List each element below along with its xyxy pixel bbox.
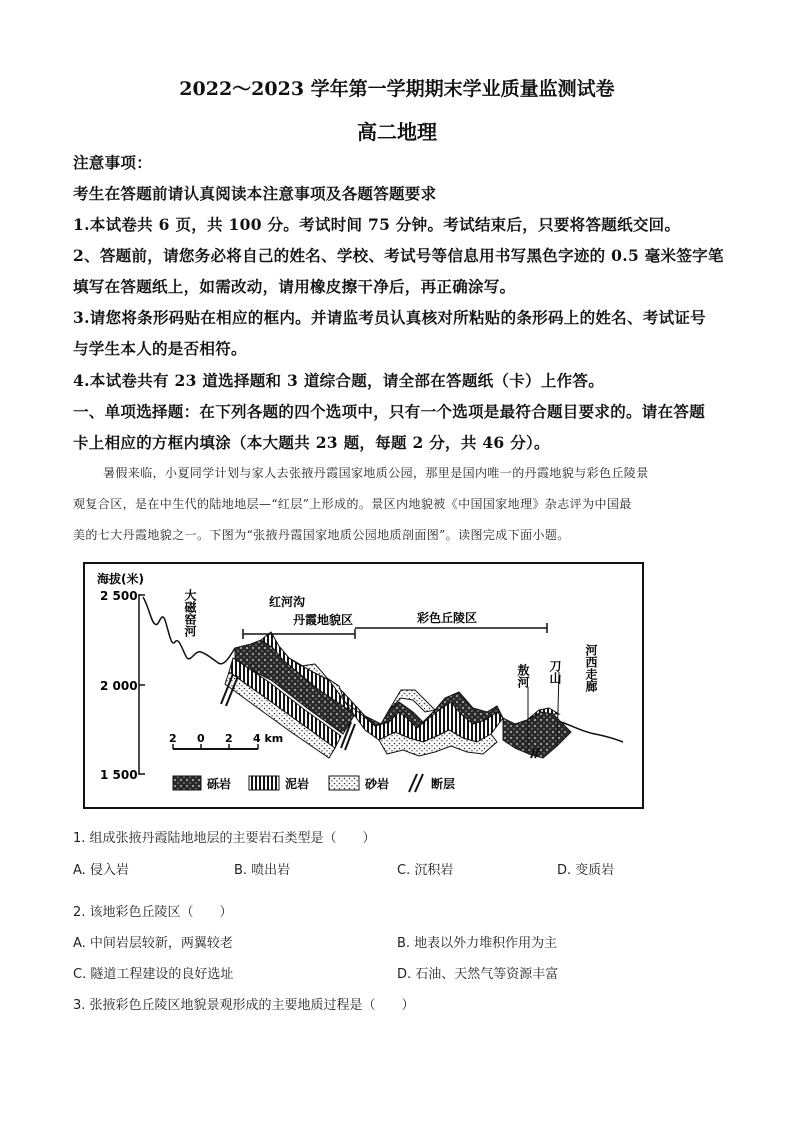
label-daoshan: 刀山 bbox=[548, 660, 562, 684]
legend-swatch-mudstone bbox=[249, 776, 279, 790]
figure-frame bbox=[84, 563, 643, 808]
notice-line: 与学生本人的是否相符。 bbox=[73, 339, 247, 358]
question-2-option-b[interactable]: B. 地表以外力堆积作用为主 bbox=[397, 936, 558, 951]
question-1-option-d[interactable]: D. 变质岩 bbox=[557, 863, 615, 878]
notice-line: 2、答题前，请您务必将自己的姓名、学校、考试号等信息用书写黑色字迹的 0.5 毫米签字笔 bbox=[73, 246, 724, 265]
question-1-option-c[interactable]: C. 沉积岩 bbox=[397, 863, 454, 878]
question-2-option-d[interactable]: D. 石油、天然气等资源丰富 bbox=[397, 967, 559, 982]
question-2-stem: 2. 该地彩色丘陵区（ ） bbox=[73, 905, 233, 920]
exam-title: 2022～2023 学年第一学期期末学业质量监测试卷 bbox=[179, 78, 615, 100]
exam-subject: 高二地理 bbox=[357, 120, 437, 144]
question-2-option-c[interactable]: C. 隧道工程建设的良好选址 bbox=[73, 967, 234, 982]
label-caise-zone: 彩色丘陵区 bbox=[417, 611, 478, 625]
passage-line: 暑假来临，小夏同学计划与家人去张掖丹霞国家地质公园，那里是国内唯一的丹霞地貌与彩色丘陵景 bbox=[103, 466, 649, 480]
notice-line: 3.请您将条形码贴在相应的框内。并请监考员认真核对所粘贴的条形码上的姓名、考试证号 bbox=[73, 308, 706, 327]
legend-label: 泥岩 bbox=[285, 777, 310, 791]
svg-text:大磁窑河: 大磁窑河 bbox=[183, 589, 197, 637]
label-honghegou: 红河沟 bbox=[269, 595, 306, 609]
legend-label: 断层 bbox=[431, 777, 456, 791]
question-1-stem: 1. 组成张掖丹霞陆地地层的主要岩石类型是（ ） bbox=[73, 831, 376, 846]
section-heading: 卡上相应的方框内填涂（本大题共 23 题，每题 2 分，共 46 分）。 bbox=[73, 433, 550, 452]
geologic-profile-figure bbox=[83, 562, 644, 809]
legend-swatch-conglomerate bbox=[173, 776, 201, 790]
legend-label: 砂岩 bbox=[365, 777, 390, 791]
svg-text:2: 2 bbox=[169, 732, 177, 745]
label-dacigou bbox=[183, 588, 197, 638]
passage-line: 美的七大丹霞地貌之一。下图为“张掖丹霞国家地质公园地质剖面图”。读图完成下面小题。 bbox=[73, 528, 570, 542]
y-tick-label: 2 000 bbox=[100, 679, 138, 693]
question-1-option-b[interactable]: B. 喷出岩 bbox=[234, 863, 291, 878]
legend-swatch-sandstone bbox=[329, 776, 359, 790]
notice-line: 4.本试卷共有 23 道选择题和 3 道综合题，请全部在答题纸（卡）上作答。 bbox=[73, 371, 605, 390]
label-hexi-corridor: 河西走廊 bbox=[584, 644, 598, 692]
passage-line: 观复合区，是在中生代的陆地地层—“红层”上形成的。景区内地貌被《中国国家地理》杂志评为中国最 bbox=[73, 497, 632, 511]
legend-label: 砾岩 bbox=[207, 777, 232, 791]
notice-line: 填写在答题纸上，如需改动，请用橡皮擦干净后，再正确涂写。 bbox=[73, 277, 516, 296]
y-axis-label: 海拔(米) bbox=[97, 572, 144, 586]
notice-line: 考生在答题前请认真阅读本注意事项及各题答题要求 bbox=[73, 184, 437, 203]
question-1-option-a[interactable]: A. 侵入岩 bbox=[73, 863, 129, 878]
y-tick-label: 1 500 bbox=[100, 768, 138, 782]
question-3-stem: 3. 张掖彩色丘陵区地貌景观形成的主要地质过程是（ ） bbox=[73, 998, 415, 1013]
question-2-option-a[interactable]: A. 中间岩层较新，两翼较老 bbox=[73, 936, 233, 951]
svg-text:4 km: 4 km bbox=[253, 732, 284, 745]
notice-line: 1.本试卷共 6 页，共 100 分。考试时间 75 分钟。考试结束后，只要将答题纸交回。 bbox=[73, 215, 681, 234]
notice-heading: 注意事项： bbox=[73, 153, 153, 172]
svg-text:2: 2 bbox=[225, 732, 233, 745]
svg-text:0: 0 bbox=[197, 732, 205, 745]
section-heading: 一、单项选择题：在下列各题的四个选项中，只有一个选项是最符合题目要求的。请在答题 bbox=[73, 402, 706, 421]
label-aohe: 敖河 bbox=[516, 664, 530, 688]
y-tick-label: 2 500 bbox=[100, 589, 138, 603]
label-danxia-zone: 丹霞地貌区 bbox=[293, 613, 354, 627]
